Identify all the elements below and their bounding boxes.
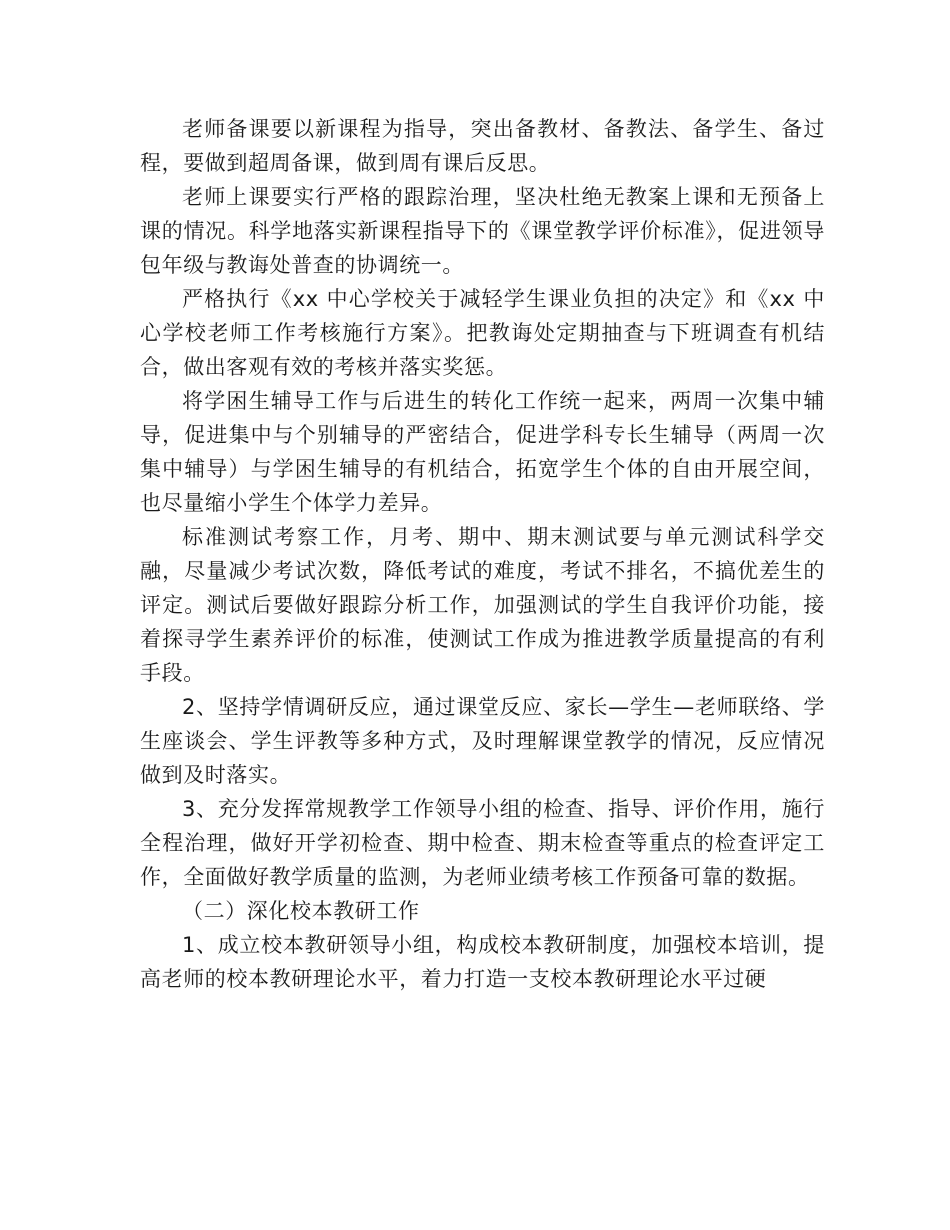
section-heading: （二）深化校本教研工作 [182,899,420,923]
paragraph-lesson-preparation: 老师备课要以新课程为指导，突出备教材、备教法、备学生、备过程，要做到超周备课，做到周有课后反思。 [140,117,825,175]
paragraph-testing: 标准测试考察工作，月考、期中、期末测试要与单元测试科学交融，尽量减少考试次数，降低考试的难度，考试不排名，不搞优差生的评定。测试后要做好跟踪分析工作，加强测试的学生自我评价功能，接着探寻学生素养评价的标准，使测试工作成为推进教学质量提高的有利手段。 [140,525,825,685]
paragraph-classroom-teaching: 老师上课要实行严格的跟踪治理，坚决杜绝无教案上课和无预备上课的情况。科学地落实新课程指导下的《课堂教学评价标准》，促进领导包年级与教诲处普查的协调统一。 [140,185,825,277]
paragraph-workload-regulations: 严格执行《xx 中心学校关于减轻学生课业负担的决定》和《xx 中心学校老师工作考核施行方案》。把教诲处定期抽查与下班调查有机结合，做出客观有效的考核并落实奖惩。 [140,287,825,379]
paragraph-supervision: 3、充分发挥常规教学工作领导小组的检查、指导、评价作用，施行全程治理，做好开学初检查、期中检查、期末检查等重点的检查评定工作，全面做好教学质量的监测，为老师业绩考核工作预备可靠的数据。 [140,797,825,889]
paragraph-tutoring: 将学困生辅导工作与后进生的转化工作统一起来，两周一次集中辅导，促进集中与个别辅导的严密结合，促进学科专长生辅导（两周一次集中辅导）与学困生辅导的有机结合，拓宽学生个体的自由开展空间，也尽量缩小学生个体学力差异。 [140,389,825,515]
paragraph-feedback: 2、坚持学情调研反应，通过课堂反应、家长—学生—老师联络、学生座谈会、学生评教等多种方式，及时理解课堂教学的情况，反应情况做到及时落实。 [140,695,825,787]
paragraph-school-research: 1、成立校本教研领导小组，构成校本教研制度，加强校本培训，提高老师的校本教研理论水平，着力打造一支校本教研理论水平过硬 [140,933,825,991]
document-body [140,112,825,996]
